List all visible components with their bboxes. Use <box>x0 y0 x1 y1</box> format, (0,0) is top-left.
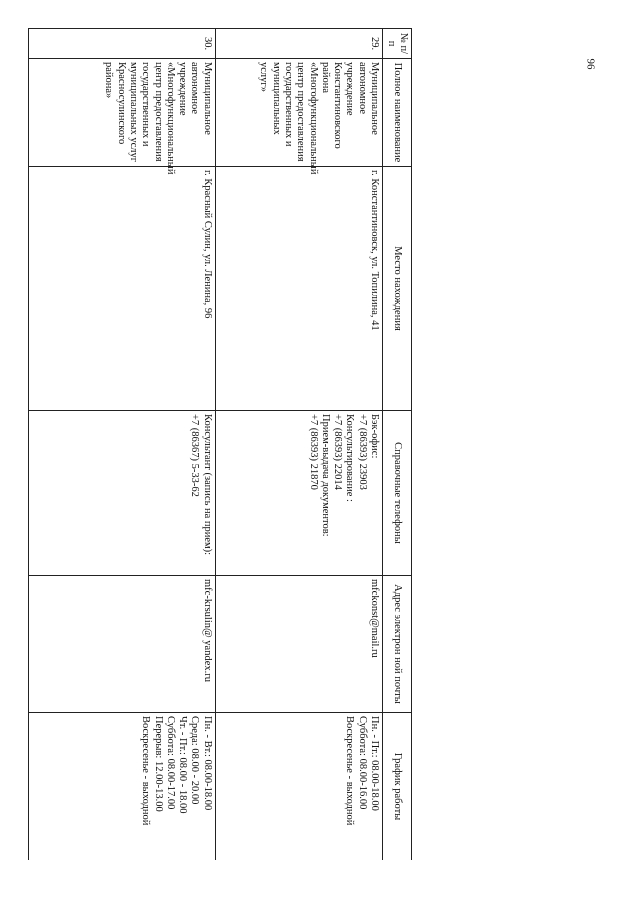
cell-name: Муниципальное автономное учреждение «Многофункциональный центр предоставления государственных и муниципальных услуг Красносулинского района» <box>29 59 216 167</box>
cell-schedule: Пн. - Вт.: 08.00-18.00 Среда: 08.00 - 20.00 Чт. - Пт.: 08.00 - 18.00 Суббота: 08.00-17.00 Перерыв: 12.00-13.00 Воскресенье - выходной <box>29 713 216 861</box>
cell-name: Муниципальное автономное учреждение Константиновского района «Многофункциональный центр предоставления государственных и муниципальных услуг» <box>215 59 382 167</box>
cell-num: 30. <box>29 29 216 59</box>
cell-phones: Консультант (запись на прием): +7 (86367) 5-33-62 <box>29 411 216 576</box>
table-header-row <box>383 29 412 861</box>
cell-email: mfckonst@mail.ru <box>215 576 382 713</box>
cell-location: г. Красный Сулин, ул. Ленина, 96 <box>29 167 216 411</box>
cell-phones: Бэк-офис: +7 (86393) 23903 Консультирование : +7 (86393) 22014 Прием-выдача документов: +7 (86393) 21870 <box>215 411 382 576</box>
header-name: Полное наименование <box>383 59 412 167</box>
page-number: 96 <box>584 58 597 70</box>
table-frame <box>28 28 412 860</box>
cell-schedule: Пн. - Пт.: 08.00-18.00 Суббота: 08.00-16.00 Воскресенье - выходной <box>215 713 382 861</box>
header-schedule: График работы <box>383 713 412 861</box>
header-phones: Справочные телефоны <box>383 411 412 576</box>
table-row <box>215 29 382 861</box>
table-row <box>29 29 216 861</box>
cell-num: 29. <box>215 29 382 59</box>
rotated-table-container <box>28 28 412 860</box>
cell-email: mfc-krsulin@ yandex.ru <box>29 576 216 713</box>
header-email: Адрес электрон ной почты <box>383 576 412 713</box>
cell-location: г. Константиновск, ул. Топилина, 41 <box>215 167 382 411</box>
header-num: № п/п <box>383 29 412 59</box>
mfc-table <box>28 28 412 860</box>
header-location: Место нахождения <box>383 167 412 411</box>
